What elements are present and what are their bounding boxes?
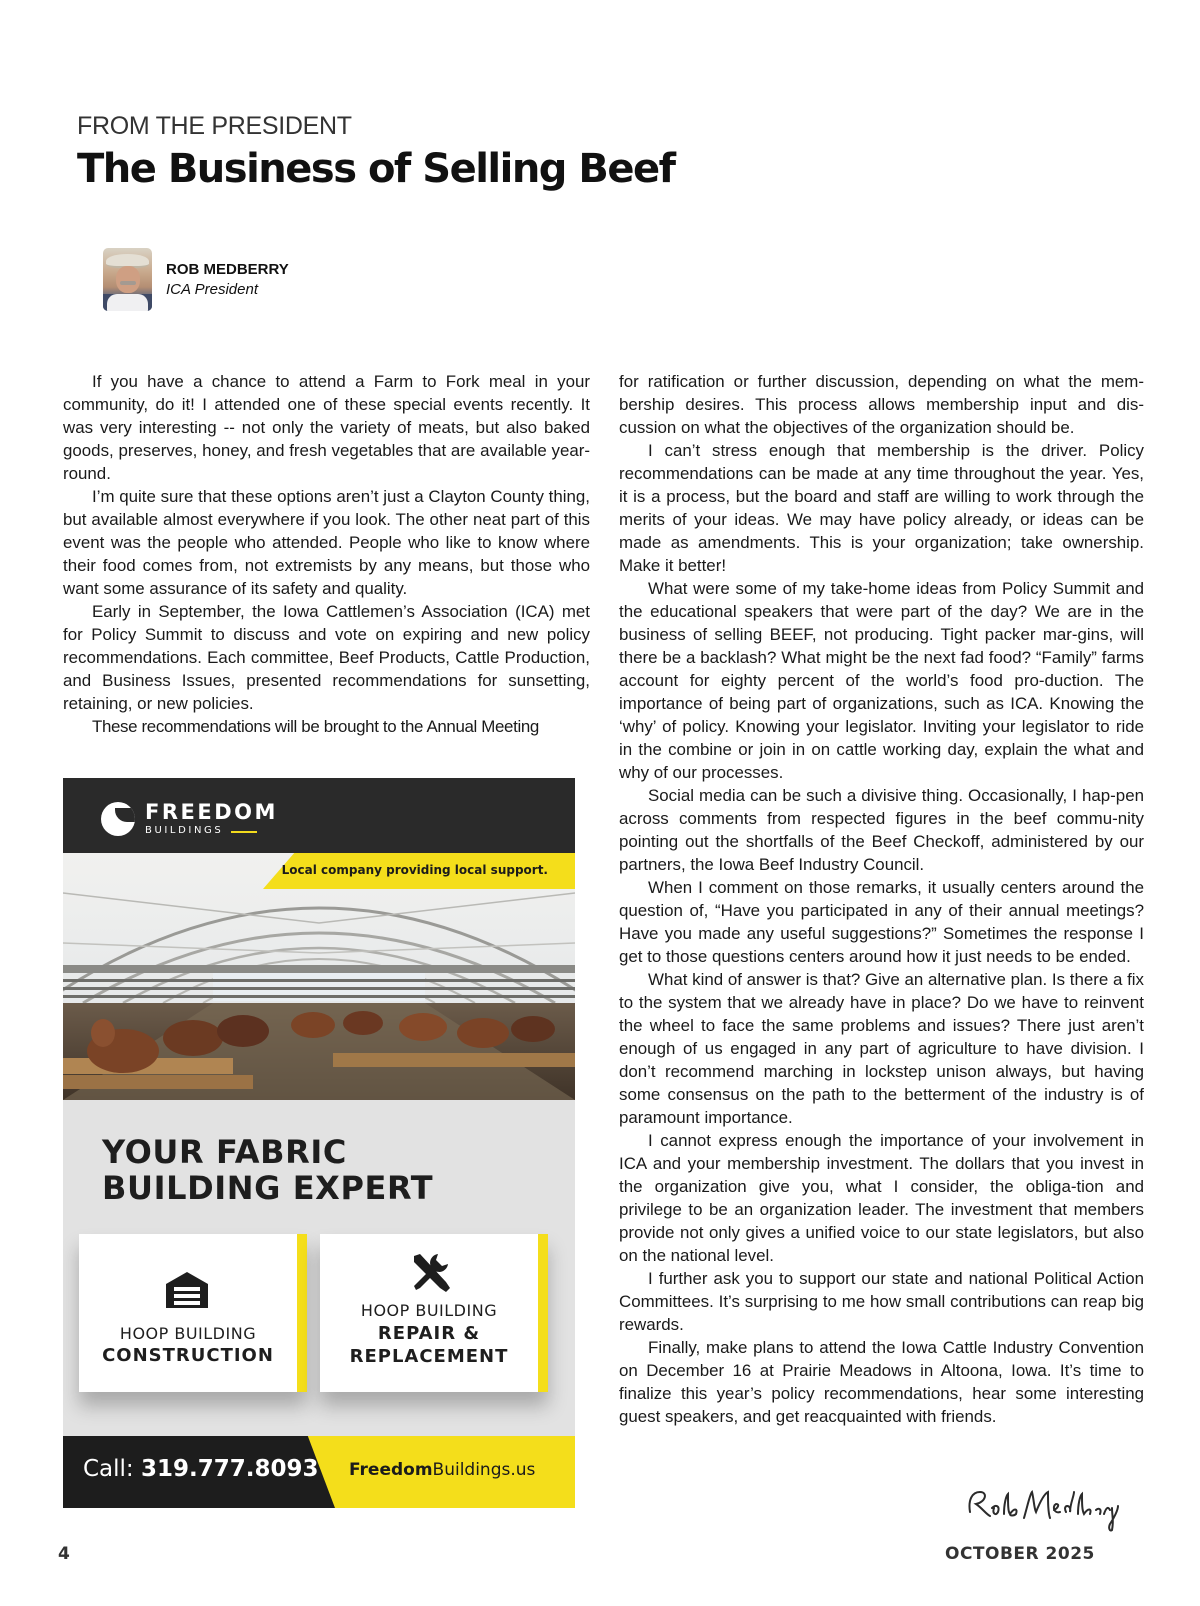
phone-number[interactable]: 319.777.8093 [141, 1456, 319, 1482]
paragraph: Finally, make plans to attend the Iowa Cattle Industry Convention on December 16 at Prairie Meadows in Altoona, Iowa. It’s time to finalize this year’s policy recommendations, hear some interesting guest speakers, and get reacquainted with friends. [619, 1338, 1144, 1426]
call-label: Call: [83, 1456, 134, 1482]
ad-header-bar [63, 778, 575, 853]
ad-website-link[interactable] [349, 1460, 535, 1480]
hoop-barn-cattle-photo [63, 853, 575, 1100]
author-byline [103, 248, 403, 312]
paragraph: I’m quite sure that these options aren’t just a Clayton County thing, but available almost everywhere if you look. The other neat part of this event was the people who attended. People who like to know where their food comes from, not extremists by any means, but those who want some assurance of its safety and quality. [63, 487, 590, 598]
paragraph: What were some of my take-home ideas from Policy Summit and the educational speakers that were part of the day? We are in the business of selling BEEF, not producing. Tight packer mar-gins, will there be a backlash? What might be the next fad food? “Family” farms account for eighty percent of the world’s food pro-duction. The importance of being part of organizations, such as ICA. Knowing the ‘why’ of policy. Knowing your legislator. Inviting your legislator to ride in the combine or join in on cattle working day, explain the what and why of our processes. [619, 579, 1144, 782]
article-column-right [619, 370, 1144, 1428]
paragraph: When I comment on those remarks, it usually centers around the question of, “Have you participated in any of their annual meetings? Have you made any useful suggestions?” Sometimes the response I get to those questions centers around how it just needs to be ended. [619, 878, 1144, 966]
card-repair-line2: REPAIR & [377, 1323, 481, 1344]
ad-tagline [102, 1134, 433, 1206]
ad-phone[interactable] [83, 1456, 319, 1482]
service-card-repair [320, 1234, 548, 1392]
ad-tagline-line2: BUILDING EXPERT [102, 1169, 434, 1207]
paragraph: What kind of answer is that? Give an alternative plan. Is there a fix to the system that we already have in place? Do we have to reinvent the wheel to face the same problems and issues? There just aren’t enough of us engaged in any part of agriculture to have division. I don’t recommend marching in lockstep unison always, but having some consensus on the path to the betterment of the industry is of paramount importance. [619, 970, 1144, 1127]
page-title: The Business of Selling Beef [77, 146, 675, 192]
brand-rule [231, 831, 257, 833]
author-photo [103, 248, 152, 311]
paragraph: I cannot express enough the importance of your involvement in ICA and your membership investment. The dollars that you invest in the organization give you, what I consider, the obliga-tion and privilege to be an organization leader. The investment that members provide not only gives a unified voice to our state legislators, but also on the national level. [619, 1131, 1144, 1265]
garage-icon [164, 1270, 210, 1310]
author-role: ICA President [166, 281, 258, 298]
ad-banner-text: Local company providing local support. [281, 863, 548, 877]
card-construction-line1: HOOP BUILDING [119, 1324, 257, 1343]
card-construction-line2: CONSTRUCTION [102, 1345, 274, 1366]
issue-date: OCTOBER 2025 [945, 1544, 1095, 1564]
service-card-construction [79, 1234, 307, 1392]
paragraph: Early in September, the Iowa Cattlemen’s Association (ICA) met for Policy Summit to discuss and vote on expiring and new policy recommendations. Each committee, Beef Products, Cattle Production, and Business Issues, presented recommendations for sunsetting, retaining, or new policies. [63, 602, 590, 713]
paragraph: If you have a chance to attend a Farm to Fork meal in your community, do it! I attended one of these special events recently. It was very interesting -- not only the variety of meats, but also baked goods, preserves, honey, and fresh vegetables that are available year-round. [63, 372, 590, 483]
freedom-buildings-advertisement[interactable] [63, 778, 575, 1508]
article-column-left [63, 370, 590, 738]
president-signature [962, 1474, 1132, 1534]
paragraph: I further ask you to support our state and national Political Action Committees. It’s surprising to me how small contributions can reap big rewards. [619, 1269, 1144, 1334]
paragraph-continuation: for ratification or further discussion, depending on what the mem-bership desires. This process allows membership input and dis-cussion on what the objectives of the organization should be. [619, 372, 1144, 437]
paragraph: These recommendations will be brought to the Annual Meeting [92, 717, 539, 736]
website-rest: Buildings.us [432, 1460, 536, 1480]
ad-tagline-line1: YOUR FABRIC [102, 1133, 347, 1171]
eagle-logo-icon [101, 802, 135, 836]
author-name: ROB MEDBERRY [166, 261, 289, 278]
section-kicker: FROM THE PRESIDENT [77, 112, 352, 140]
ad-brand-name: FREEDOM [145, 800, 278, 824]
card-repair-line1: HOOP BUILDING [360, 1301, 498, 1320]
paragraph: Social media can be such a divisive thing. Occasionally, I hap-pen across comments from respected figures in the beef commu-nity pointing out the shortfalls of the Beef Checkoff, administered by our partners, the Iowa Beef Industry Council. [619, 786, 1144, 874]
card-repair-line3: REPLACEMENT [349, 1346, 509, 1367]
website-bold: Freedom [349, 1460, 433, 1480]
paragraph: I can’t stress enough that membership is the driver. Policy recommendations can be made at any time throughout the year. Yes, it is a process, but the board and staff are willing to work through the merits of your ideas. We may have policy already, or ideas can be made as amendments. This is your organization; take ownership. Make it better! [619, 441, 1144, 575]
tools-icon [408, 1250, 452, 1294]
ad-brand-subtitle: BUILDINGS [145, 825, 224, 836]
page-number: 4 [58, 1544, 70, 1564]
